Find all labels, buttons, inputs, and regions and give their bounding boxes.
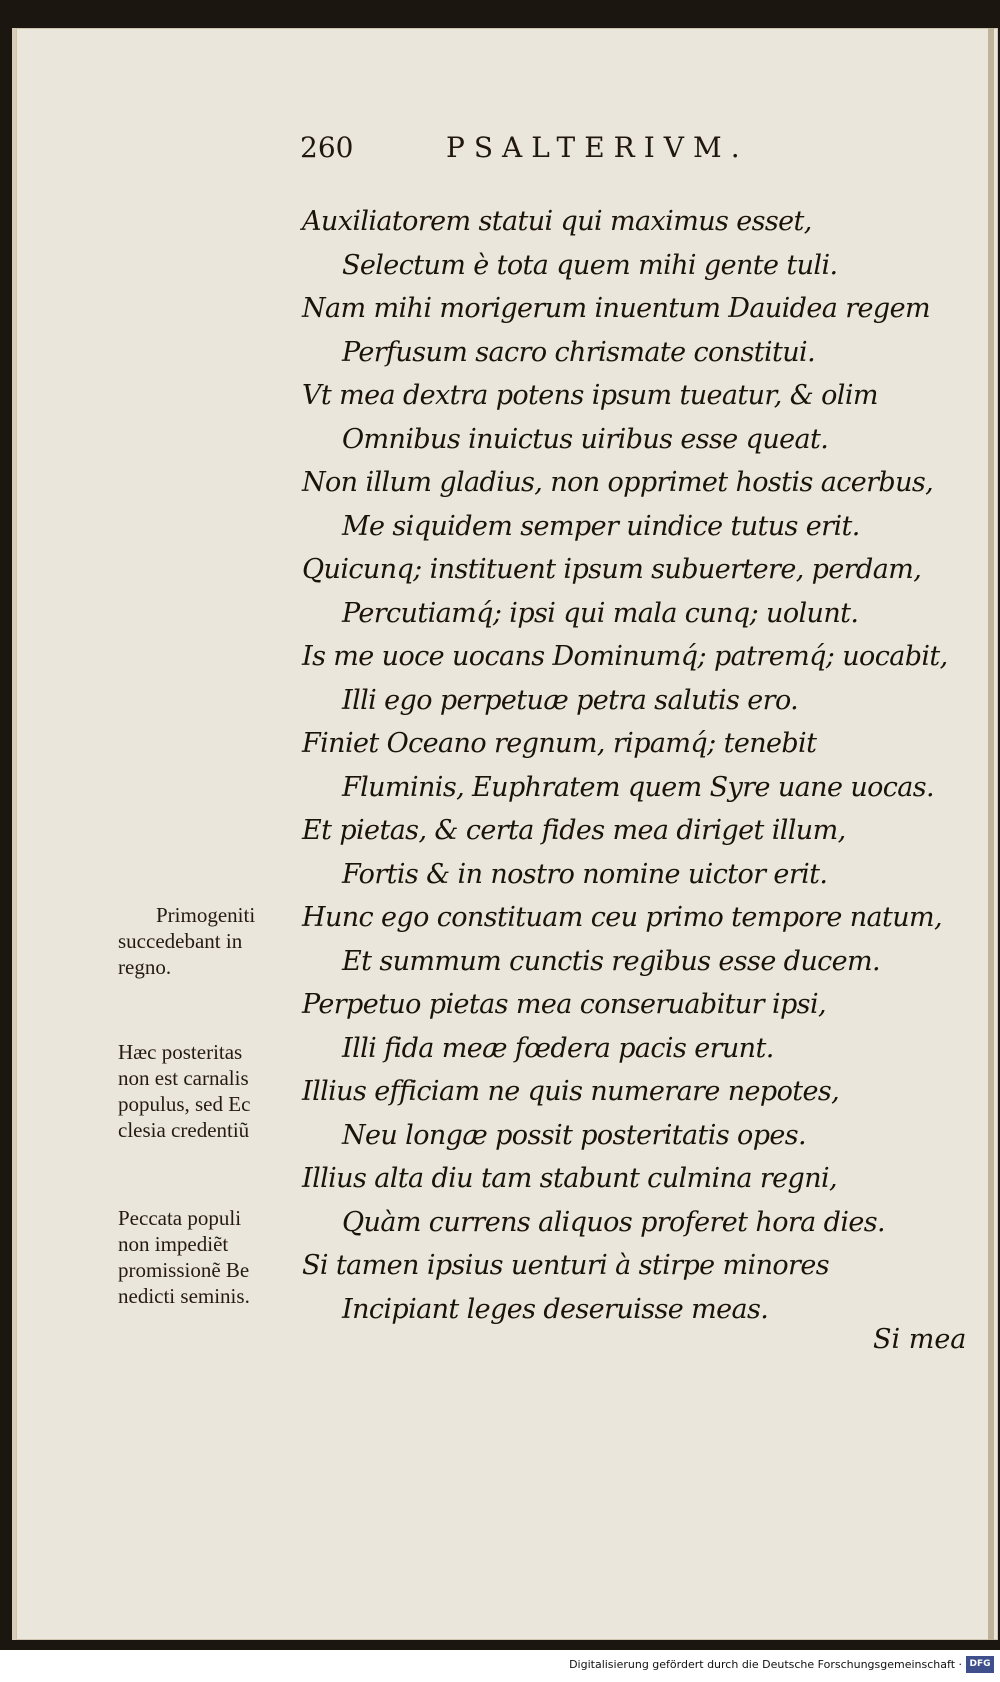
note-line: non est carnalis	[118, 1066, 249, 1090]
verse-line: Vt mea dextra potens ipsum tueatur, & olim	[302, 380, 878, 411]
verse-line: Illi fida meæ fœdera pacis erunt.	[342, 1032, 774, 1064]
verse-line: Et summum cunctis regibus esse ducem.	[342, 945, 881, 977]
note-line: populus, sed Ec	[118, 1092, 251, 1116]
verse-line: Hunc ego constituam ceu primo tempore natum,	[302, 902, 943, 933]
note-line: Primogeniti	[156, 903, 256, 927]
catchword: Si mea	[873, 1324, 967, 1355]
verse-line: Perpetuo pietas mea conseruabitur ipsi,	[302, 989, 826, 1020]
verse-line: Perfusum sacro chrismate constitui.	[342, 336, 816, 368]
verse-line: Non illum gladius, non opprimet hostis acerbus,	[302, 467, 934, 498]
verse-line: Finiet Oceano regnum, ripamq́; tenebit	[302, 728, 817, 759]
verse-line: Me siquidem semper uindice tutus erit.	[342, 510, 860, 542]
dfg-logo: DFG	[966, 1656, 994, 1673]
page-edge	[988, 28, 994, 1640]
verse-line: Percutiamq́; ipsi qui mala cunq; uolunt.	[342, 597, 859, 629]
note-line: promissionẽ Be	[118, 1258, 250, 1282]
verse-line: Incipiant leges deseruisse meas.	[342, 1293, 769, 1325]
verse-line: Nam mihi morigerum inuentum Dauidea regem	[302, 293, 930, 324]
running-head: PSALTERIVM.	[446, 131, 749, 164]
verse-line: Si tamen ipsius uenturi à stirpe minores	[302, 1250, 829, 1281]
note-line: clesia credentiũ	[118, 1118, 250, 1142]
note-line: succedebant in	[118, 929, 243, 953]
verse-line: Quàm currens aliquos proferet hora dies.	[342, 1206, 885, 1238]
verse-text	[302, 200, 948, 1331]
verse-line: Quicunq; instituent ipsum subuertere, perdam,	[302, 554, 922, 585]
verse-line: Illi ego perpetuæ petra salutis ero.	[342, 684, 799, 716]
page-header	[300, 125, 820, 175]
verse-line: Fluminis, Euphratem quem Syre uane uocas.	[342, 771, 935, 803]
verse-line: Selectum è tota quem mihi gente tuli.	[342, 249, 838, 281]
verse-line: Is me uoce uocans Dominumq́; patremq́; uocabit,	[302, 641, 948, 672]
note-line: Hæc posteritas	[118, 1040, 243, 1064]
note-line: non impediẽt	[118, 1232, 229, 1256]
verse-line: Omnibus inuictus uiribus esse queat.	[342, 423, 829, 455]
marginal-note-peccata	[118, 1205, 294, 1309]
digitization-footer	[0, 1650, 1000, 1682]
funding-credit: Digitalisierung gefördert durch die Deutsche Forschungsgemeinschaft ·	[569, 1658, 962, 1671]
note-line: regno.	[118, 955, 172, 979]
marginal-note-posteritas	[118, 1039, 294, 1143]
marginal-note-primogeniti	[118, 902, 294, 980]
page-number: 260	[300, 131, 354, 164]
verse-line: Neu longæ possit posteritatis opes.	[342, 1119, 807, 1151]
note-line: nedicti seminis.	[118, 1284, 250, 1308]
note-line: Peccata populi	[118, 1206, 242, 1230]
verse-line: Et pietas, & certa fides mea diriget illum,	[302, 815, 846, 846]
verse-line: Fortis & in nostro nomine uictor erit.	[342, 858, 828, 890]
verse-line: Illius alta diu tam stabunt culmina regni,	[302, 1163, 838, 1194]
verse-line: Illius efficiam ne quis numerare nepotes,	[302, 1076, 840, 1107]
verse-line: Auxiliatorem statui qui maximus esset,	[302, 206, 812, 237]
